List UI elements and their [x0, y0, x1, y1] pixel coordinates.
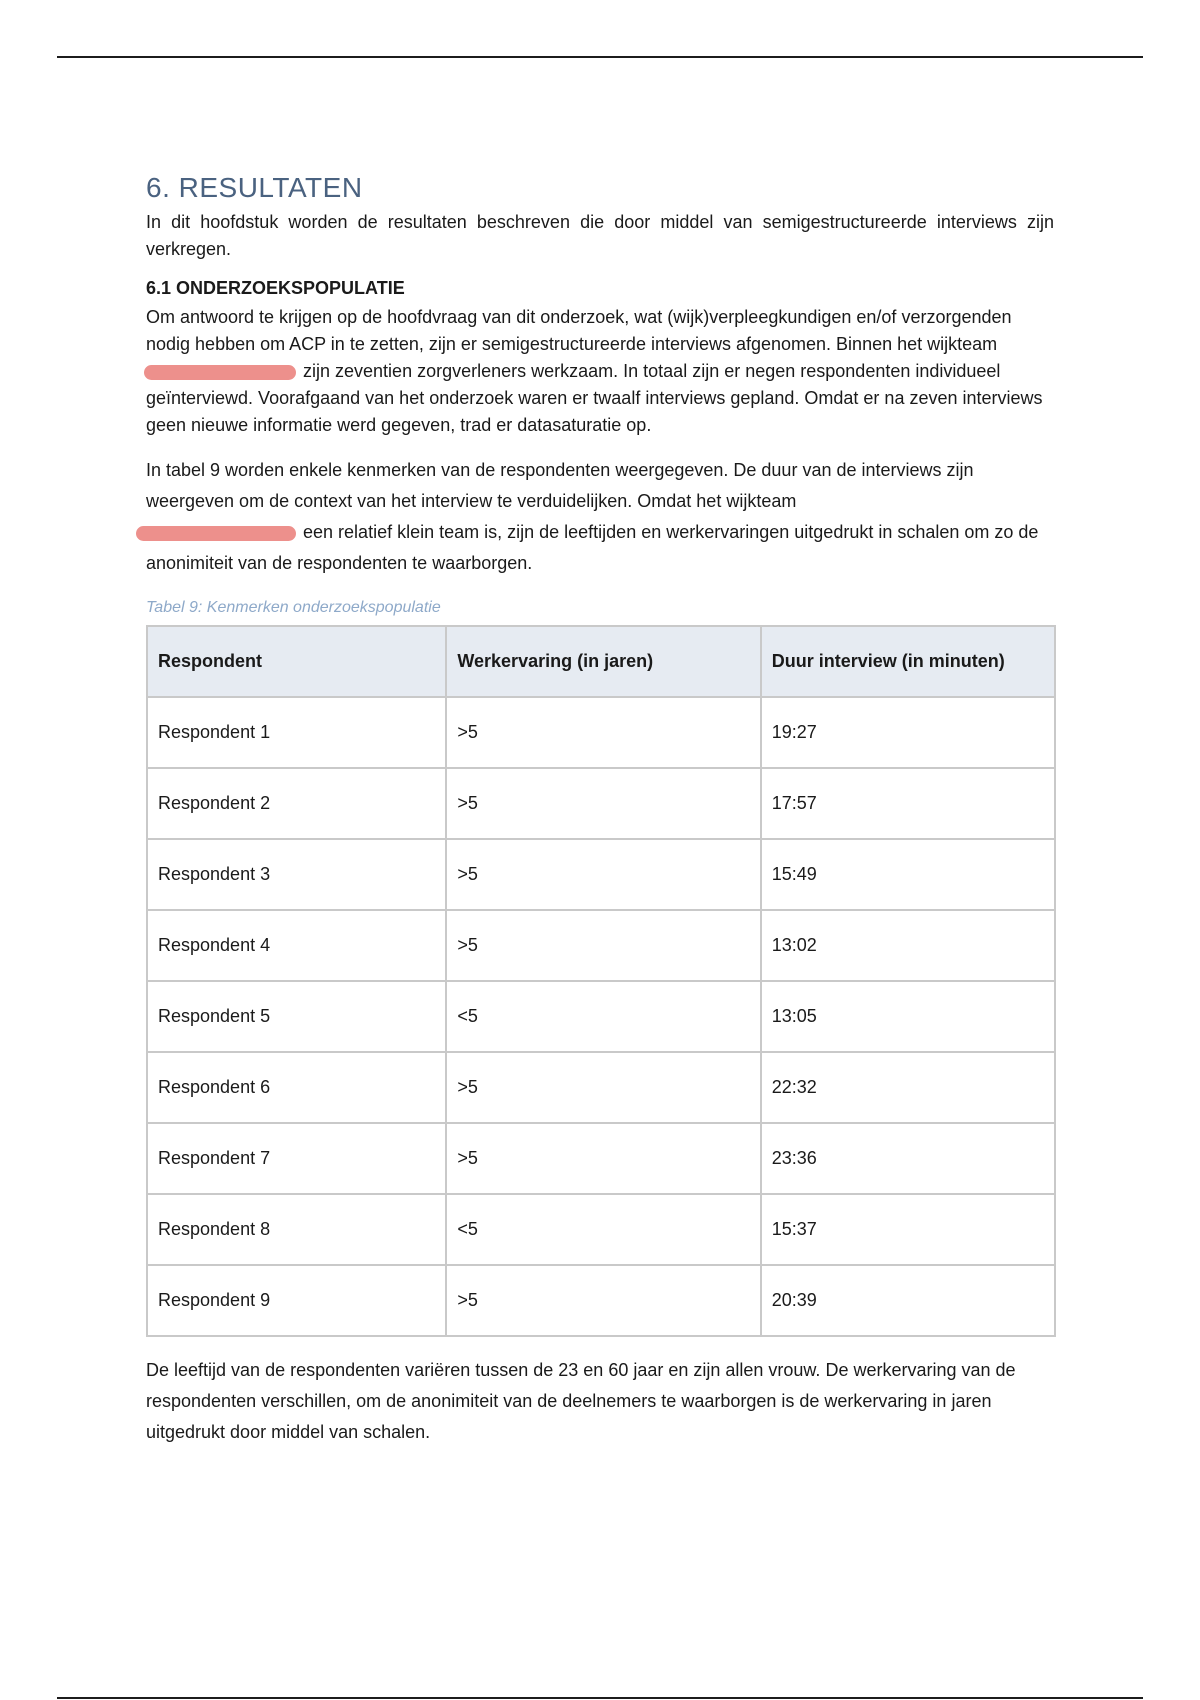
cell-work-experience: >5: [446, 1265, 760, 1336]
table-row: [147, 910, 1055, 981]
cell-work-experience: >5: [446, 910, 760, 981]
page-content: [146, 170, 1054, 1448]
header-rule: [57, 56, 1143, 58]
column-header-respondent: Respondent: [147, 626, 446, 697]
table-row: [147, 1052, 1055, 1123]
section-paragraph-2: [146, 455, 1054, 579]
cell-respondent: Respondent 5: [147, 981, 446, 1052]
table-row: [147, 768, 1055, 839]
paragraph-1-text-before: Om antwoord te krijgen op de hoofdvraag van dit onderzoek, wat (wijk)verpleegkundigen en/of verzorgenden nodig hebben om ACP in te zetten, zijn er semigestructureerde interviews afgenomen. Binnen het wijkteam: [146, 307, 1012, 354]
cell-interview-duration: 17:57: [761, 768, 1055, 839]
column-header-interview-duration: Duur interview (in minuten): [761, 626, 1055, 697]
paragraph-2-text-after: een relatief klein team is, zijn de leeftijden en werkervaringen uitgedrukt in schalen om zo de anonimiteit van de respondenten te waarborgen.: [146, 522, 1039, 573]
chapter-title: 6. RESULTATEN: [146, 172, 363, 203]
closing-paragraph: De leeftijd van de respondenten variëren tussen de 23 en 60 jaar en zijn allen vrouw. De werkervaring van de respondenten verschillen, om de anonimiteit van de deelnemers te waarborgen is de werkervaring in jaren uitgedrukt door middel van schalen.: [146, 1360, 1016, 1442]
paragraph-2-text-before: In tabel 9 worden enkele kenmerken van de respondenten weergegeven. De duur van de interviews zijn weergeven om de context van het interview te verduidelijken. Omdat het wijkteam: [146, 460, 974, 511]
cell-work-experience: >5: [446, 697, 760, 768]
table-row: [147, 981, 1055, 1052]
cell-work-experience: <5: [446, 981, 760, 1052]
section-paragraph-1: [146, 304, 1054, 439]
paragraph-1-text-after: zijn zeventien zorgverleners werkzaam. In totaal zijn er negen respondenten individueel geïnterviewd. Voorafgaand van het onderzoek waren er twaalf interviews gepland. Omdat er na zeven interviews geen nieuwe informatie werd gegeven, trad er datasaturatie op.: [146, 361, 1043, 435]
cell-work-experience: >5: [446, 839, 760, 910]
cell-interview-duration: 13:02: [761, 910, 1055, 981]
chapter-intro: In dit hoofdstuk worden de resultaten beschreven die door middel van semigestructureerde interviews zijn verkregen.: [146, 212, 1054, 259]
respondents-table: [146, 625, 1056, 1337]
cell-respondent: Respondent 2: [147, 768, 446, 839]
footer-rule: [57, 1697, 1143, 1699]
cell-interview-duration: 22:32: [761, 1052, 1055, 1123]
section-title: 6.1 ONDERZOEKSPOPULATIE: [146, 278, 405, 298]
cell-work-experience: >5: [446, 1052, 760, 1123]
cell-respondent: Respondent 8: [147, 1194, 446, 1265]
table-header-row: [147, 626, 1055, 697]
table-row: [147, 1123, 1055, 1194]
cell-work-experience: <5: [446, 1194, 760, 1265]
cell-work-experience: >5: [446, 1123, 760, 1194]
cell-interview-duration: 15:37: [761, 1194, 1055, 1265]
table-row: [147, 839, 1055, 910]
cell-interview-duration: 13:05: [761, 981, 1055, 1052]
cell-interview-duration: 23:36: [761, 1123, 1055, 1194]
cell-interview-duration: 19:27: [761, 697, 1055, 768]
cell-interview-duration: 15:49: [761, 839, 1055, 910]
table-row: [147, 697, 1055, 768]
table-row: [147, 1265, 1055, 1336]
redaction-mark: [144, 365, 296, 380]
cell-interview-duration: 20:39: [761, 1265, 1055, 1336]
cell-respondent: Respondent 4: [147, 910, 446, 981]
cell-respondent: Respondent 3: [147, 839, 446, 910]
cell-respondent: Respondent 7: [147, 1123, 446, 1194]
cell-respondent: Respondent 9: [147, 1265, 446, 1336]
table-caption: Tabel 9: Kenmerken onderzoekspopulatie: [146, 599, 441, 616]
table-row: [147, 1194, 1055, 1265]
column-header-work-experience: Werkervaring (in jaren): [446, 626, 760, 697]
redaction-mark: [136, 526, 296, 541]
cell-respondent: Respondent 6: [147, 1052, 446, 1123]
cell-work-experience: >5: [446, 768, 760, 839]
cell-respondent: Respondent 1: [147, 697, 446, 768]
